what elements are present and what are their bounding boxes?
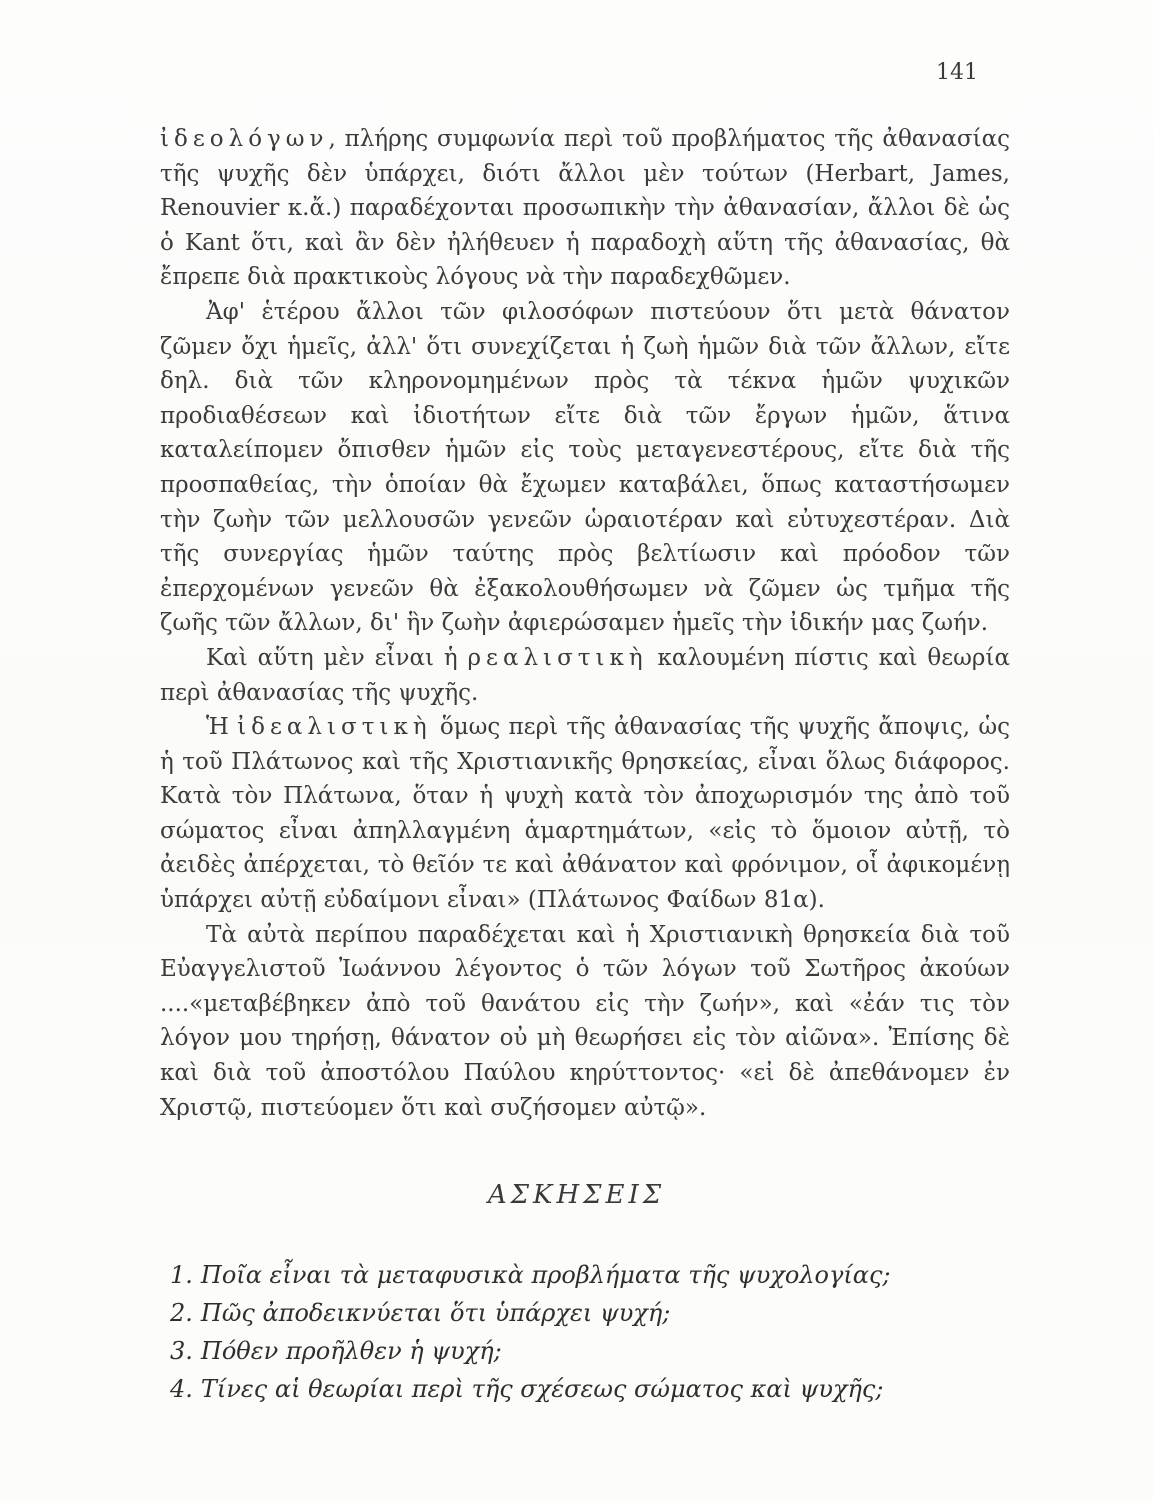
exercise-number: 3. xyxy=(170,1337,193,1365)
exercise-number: 1. xyxy=(170,1261,193,1289)
paragraph-5 xyxy=(160,918,1010,1126)
exercise-number: 2. xyxy=(170,1299,193,1327)
paragraph-text: Τὰ αὐτὰ περίπου παραδέχεται καὶ ἡ Χριστιανικὴ θρησκεία διὰ τοῦ Εὐαγγελιστοῦ Ἰωάννου λέγοντος ὁ τῶν λόγων τοῦ Σωτῆρος ἀκούων ....«μεταβέβηκεν ἀπὸ τοῦ θανάτου εἰς τὴν ζωήν», καὶ «ἐάν τις τὸν λόγον μου τηρήσῃ, θάνατον οὐ μὴ θεωρήσει εἰς τὸν αἰῶνα». Ἐπίσης δὲ καὶ διὰ τοῦ ἀποστόλου Παύλου κηρύττοντος· «εἰ δὲ ἀπεθάνομεν ἐν Χριστῷ, πιστεύομεν ὅτι καὶ συζήσομεν αὐτῷ». xyxy=(160,921,1010,1121)
paragraph-text: Καὶ αὕτη μὲν εἶναι ἡ xyxy=(206,644,468,671)
exercise-text: Πόθεν προῆλθεν ἡ ψυχή; xyxy=(200,1337,502,1365)
paragraph-text: Ἀφ' ἑτέρου ἄλλοι τῶν φιλοσόφων πιστεύουν ὅτι μετὰ θάνατον ζῶμεν ὄχι ἡμεῖς, ἀλλ' ὅτι συνεχίζεται ἡ ζωὴ ἡμῶν διὰ τῶν ἄλλων, εἴτε δηλ. διὰ τῶν κληρονομημένων πρὸς τὰ τέκνα ἡμῶν ψυχικῶν προδιαθέσεων καὶ ἰδιοτήτων εἴτε διὰ τῶν ἔργων ἡμῶν, ἅτινα καταλείπομεν ὄπισθεν ἡμῶν εἰς τοὺς μεταγενεστέρους, εἴτε διὰ τῆς προσπαθείας, τὴν ὁποίαν θὰ ἔχωμεν καταβάλει, ὅπως καταστήσωμεν τὴν ζωὴν τῶν μελλουσῶν γενεῶν ὡραιοτέραν καὶ εὐτυχεστέραν. Διὰ τῆς συνεργίας ἡμῶν ταύτης πρὸς βελτίωσιν καὶ πρόοδον τῶν ἐπερχομένων γενεῶν θὰ ἐξακολουθήσωμεν νὰ ζῶμεν ὡς τμῆμα τῆς ζωῆς τῶν ἄλλων, δι' ἣν ζωὴν ἀφιερώσαμεν ἡμεῖς τὴν ἰδικήν μας ζωήν. xyxy=(160,298,1010,637)
paragraph-text: καλουμένη πίστις καὶ θεωρία περὶ ἀθανασίας τῆς ψυχῆς. xyxy=(160,644,1010,706)
exercise-item xyxy=(170,1256,1020,1294)
exercise-text: Ποῖα εἶναι τὰ μεταφυσικὰ προβλήματα τῆς ψυχολογίας; xyxy=(200,1261,891,1289)
paragraph-1 xyxy=(160,122,1010,295)
exercise-item xyxy=(170,1370,1020,1408)
paragraph-text: ὅμως περὶ τῆς ἀθανασίας τῆς ψυχῆς ἄποψις, ὡς ἡ τοῦ Πλάτωνος καὶ τῆς Χριστιανικῆς θρησκείας, εἶναι ὅλως διάφορος. Κατὰ τὸν Πλάτωνα, ὅταν ἡ ψυχὴ κατὰ τὸν ἀποχωρισμόν της ἀπὸ τοῦ σώματος εἶναι ἀπηλλαγμένη ἁμαρτημάτων, «εἰς τὸ ὅμοιον αὐτῇ, τὸ ἀειδὲς ἀπέρχεται, τὸ θεῖόν τε καὶ ἀθάνατον καὶ φρόνιμον, οἷ ἀφικομένῃ ὑπάρχει αὐτῇ εὐδαίμονι εἶναι» (Πλάτωνος Φαίδων 81α). xyxy=(160,714,1011,914)
page-number: 141 xyxy=(936,60,978,85)
exercise-text: Πῶς ἀποδεικνύεται ὅτι ὑπάρχει ψυχή; xyxy=(200,1299,671,1327)
paragraph-text: Ἡ xyxy=(206,714,238,741)
paragraph-2 xyxy=(160,295,1010,641)
exercises-list xyxy=(170,1256,1020,1408)
paragraph-3 xyxy=(160,641,1010,710)
exercise-text: Τίνες αἱ θεωρίαι περὶ τῆς σχέσεως σώματος καὶ ψυχῆς; xyxy=(200,1375,884,1403)
exercise-number: 4. xyxy=(170,1375,193,1403)
paragraph-4 xyxy=(160,710,1010,918)
spaced-term: ρεαλιστικὴ xyxy=(467,644,648,671)
exercise-item xyxy=(170,1332,1020,1370)
paragraph-text: , πλήρης συμφωνία περὶ τοῦ προβλήματος τῆς ἀθανασίας τῆς ψυχῆς δὲν ὑπάρχει, διότι ἄλλοι μὲν τούτων (Herbart, James, Renouvier κ.ἄ.) παραδέχονται προσωπικὴν τὴν ἀθανασίαν, ἄλλοι δὲ ὡς ὁ Kant ὅτι, καὶ ἂν δὲν ἠλήθευεν ἡ παραδοχὴ αὕτη τῆς ἀθανασίας, θὰ ἔπρεπε διὰ πρακτικοὺς λόγους νὰ τὴν παραδεχθῶμεν. xyxy=(160,126,1010,291)
exercise-item xyxy=(170,1294,1020,1332)
spaced-term: ἰδεολόγων xyxy=(160,126,329,152)
spaced-term: ἰδεαλιστικὴ xyxy=(237,714,432,741)
exercises-title: ΑΣΚΗΣΕΙΣ xyxy=(487,1180,666,1210)
body-text xyxy=(160,122,1010,1125)
